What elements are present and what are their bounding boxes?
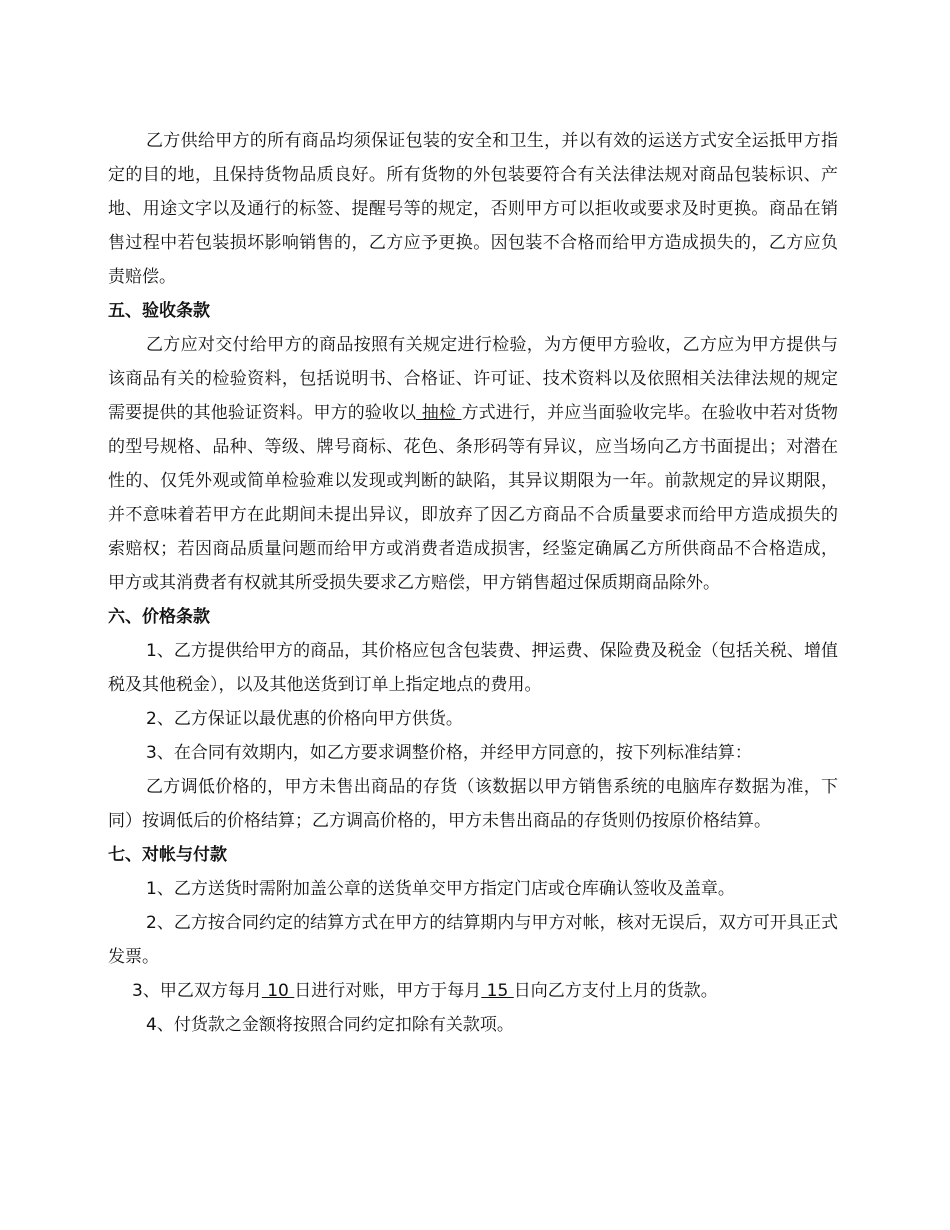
price-item-3-detail: 乙方调低价格的，甲方未售出商品的存货（该数据以甲方销售系统的电脑库存数据为准，下同）按调低后的价格结算；乙方调高价格的，甲方未售出商品的存货则仍按原价格结算。: [108, 777, 838, 831]
payment-item-3: [108, 974, 838, 1008]
acceptance-text-after: 方式进行，并应当面验收完毕。在验收中若对货物的型号规格、品种、等级、牌号商标、花色、条形码等有异议，应当场向乙方书面提出；对潜在性的、仅凭外观或简单检验难以发现或判断的缺陷，其异议期限为一年。前款规定的异议期限，并不意味着若甲方在此期间未提出异议，即放弃了因乙方商品不合质量要求而给甲方造成损失的索赔权；若因商品质量问题而给甲方或消费者造成损害，经鉴定确属乙方所供商品不合格造成，甲方或其消费者有权就其所受损失要求乙方赔偿，甲方销售超过保质期商品除外。: [108, 403, 839, 593]
acceptance-text-before: 乙方应对交付给甲方的商品按照有关规定进行检验，为方便甲方验收，乙方应为甲方提供与该商品有关的检验资料，包括说明书、合格证、许可证、技术资料以及依照相关法律法规的规定需要提供的其他验证资料。甲方的验收以: [108, 335, 838, 423]
document-body: [108, 124, 838, 1042]
price-item-3: 3、在合同有效期内，如乙方要求调整价格，并经甲方同意的，按下列标准结算：: [146, 743, 752, 763]
reconcile-day: 10: [261, 981, 295, 1001]
packaging-paragraph: 乙方供给甲方的所有商品均须保证包装的安全和卫生，并以有效的运送方式安全运抵甲方指定的目的地，且保持货物品质良好。所有货物的外包装要符合有关法律法规对商品包装标识、产地、用途文字以及通行的标签、提醒号等的规定，否则甲方可以拒收或要求及时更换。商品在销售过程中若包装损坏影响销售的，乙方应予更换。因包装不合格而给甲方造成损失的，乙方应负责赔偿。: [108, 131, 838, 287]
section-7-heading: 七、对帐与付款: [108, 845, 227, 865]
payment-item-3-text-b: 日进行对账，甲方于每月: [294, 981, 482, 1001]
section-6-heading: 六、价格条款: [108, 607, 210, 627]
payment-item-4: 4、付货款之金额将按照合同约定扣除有关款项。: [146, 1015, 514, 1035]
payment-item-3-text-c: 日向乙方支付上月的货款。: [513, 981, 718, 1001]
acceptance-paragraph: [108, 328, 838, 600]
price-item-1: 1、乙方提供给甲方的商品，其价格应包含包装费、押运费、保险费及税金（包括关税、增值税及其他税金），以及其他送货到订单上指定地点的费用。: [108, 641, 838, 695]
section-5-heading: 五、验收条款: [108, 301, 210, 321]
payment-day: 15: [481, 981, 514, 1001]
payment-item-3-text-a: 3、甲乙双方每月: [132, 981, 262, 1001]
price-item-2: 2、乙方保证以最优惠的价格向甲方供货。: [146, 709, 463, 729]
payment-item-2: 2、乙方按合同约定的结算方式在甲方的结算期内与甲方对帐，核对无误后，双方可开具正式发票。: [108, 913, 838, 967]
payment-item-1: 1、乙方送货时需附加盖公章的送货单交甲方指定门店或仓库确认签收及盖章。: [146, 879, 735, 899]
acceptance-method: 抽检: [416, 403, 462, 423]
